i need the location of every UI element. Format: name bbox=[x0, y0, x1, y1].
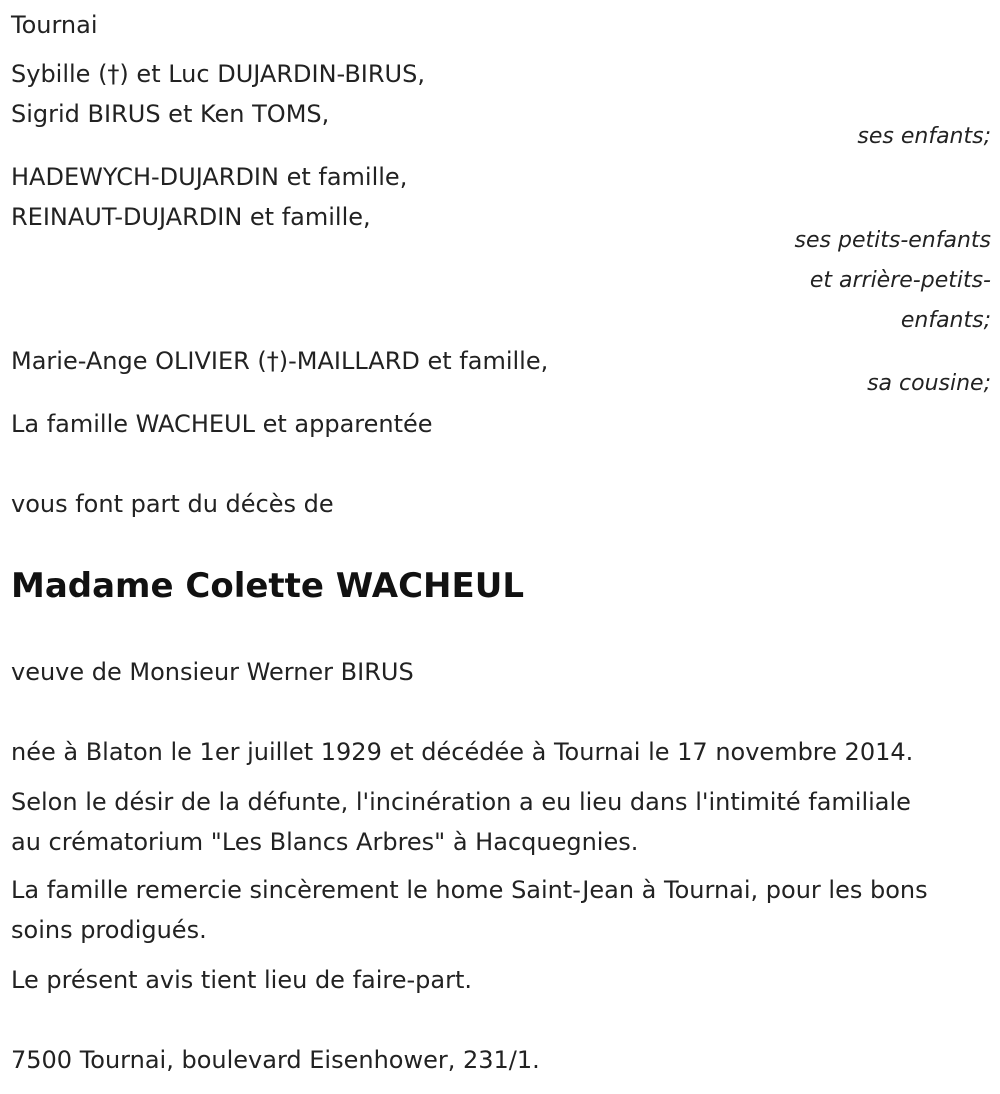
announcement: vous font part du décès de bbox=[11, 490, 334, 518]
children-name-2: Sigrid BIRUS et Ken TOMS, bbox=[11, 100, 330, 128]
extended-family: La famille WACHEUL et apparentée bbox=[11, 410, 433, 438]
grandchildren-role-line-3: enfants; bbox=[900, 308, 991, 333]
grandchildren-role-line-1: ses petits-enfants bbox=[794, 228, 991, 253]
birth-death-dates: née à Blaton le 1er juillet 1929 et décédée à Tournai le 17 novembre 2014. bbox=[11, 738, 914, 766]
grandchildren-role-line-2: et arrière-petits- bbox=[809, 268, 991, 293]
cremation-paragraph: Selon le désir de la défunte, l'incinération a eu lieu dans l'intimité familiale au crématorium "Les Blancs Arbres" à Hacquegnies. bbox=[11, 788, 911, 856]
notice-paragraph: Le présent avis tient lieu de faire-part. bbox=[11, 966, 473, 994]
cousin-name: Marie-Ange OLIVIER (†)-MAILLARD et famille, bbox=[11, 347, 549, 375]
cousin-role: sa cousine; bbox=[867, 371, 991, 396]
location: Tournai bbox=[11, 11, 98, 39]
deceased-name: Madame Colette WACHEUL bbox=[11, 566, 525, 606]
children-name-1: Sybille (†) et Luc DUJARDIN-BIRUS, bbox=[11, 60, 425, 88]
children-role: ses enfants; bbox=[857, 124, 991, 149]
widow-of: veuve de Monsieur Werner BIRUS bbox=[11, 658, 414, 686]
grandchildren-role bbox=[11, 221, 991, 341]
grandchildren-name-2: REINAUT-DUJARDIN et famille, bbox=[11, 203, 371, 231]
grandchildren-name-1: HADEWYCH-DUJARDIN et famille, bbox=[11, 163, 408, 191]
address: 7500 Tournai, boulevard Eisenhower, 231/1. bbox=[11, 1046, 540, 1074]
thanks-paragraph: La famille remercie sincèrement le home Saint-Jean à Tournai, pour les bons soins prodigués. bbox=[11, 876, 928, 944]
